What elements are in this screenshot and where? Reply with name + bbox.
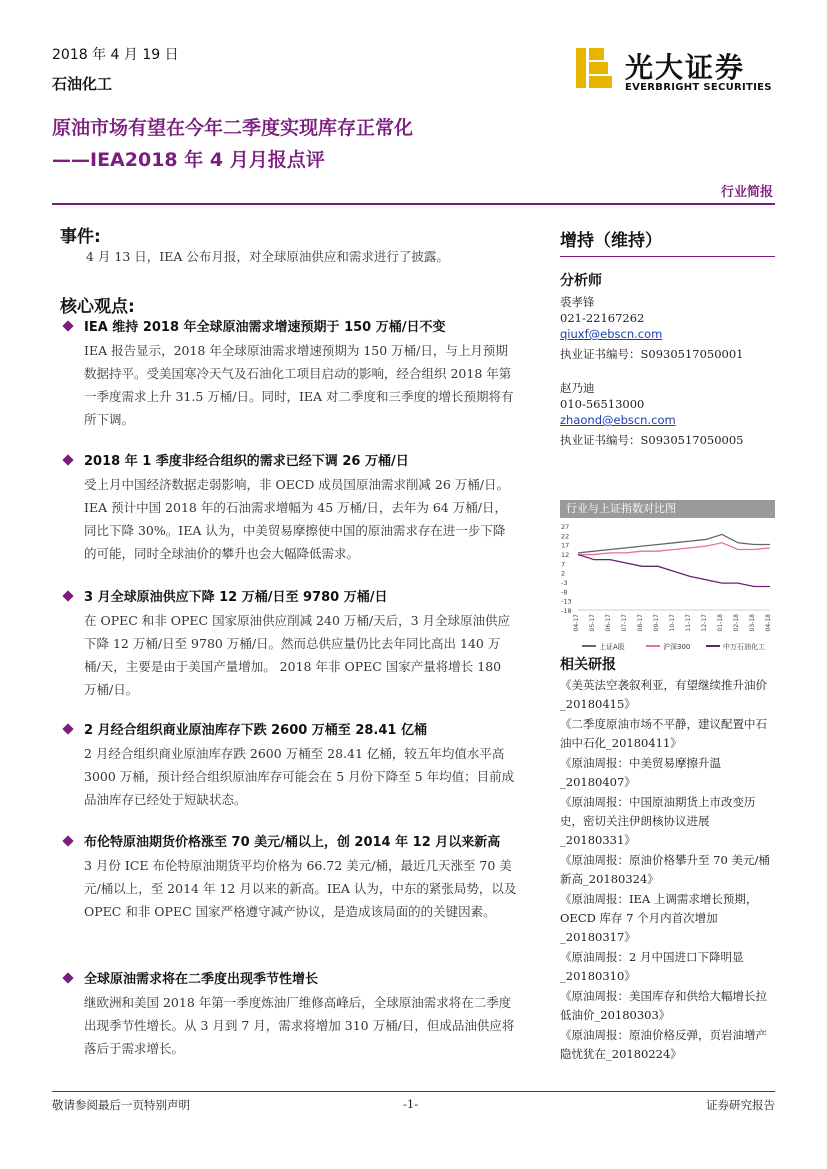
comparison-chart <box>560 500 775 655</box>
logo-english: EVERBRIGHT SECURITIES <box>625 82 772 93</box>
related-report-link[interactable]: 《二季度原油市场不平静，建议配置中石油中石化_20180411》 <box>560 717 767 750</box>
page-number: -1- <box>403 1097 419 1111</box>
diamond-bullet-icon <box>62 835 73 846</box>
x-tick-label: 05-17 <box>589 614 596 632</box>
chart-title: 行业与上证指数对比图 <box>560 500 775 518</box>
diamond-bullet-icon <box>62 972 73 983</box>
footer-disclaimer: 敬请参阅最后一页特别声明 <box>52 1098 190 1112</box>
event-heading: 事件: <box>60 227 101 247</box>
core-point <box>60 450 515 565</box>
core-point <box>60 586 515 701</box>
core-point <box>60 316 515 431</box>
event-text: 4 月 13 日，IEA 公布月报，对全球原油供应和需求进行了披露。 <box>86 249 449 264</box>
analyst-heading: 分析师 <box>560 273 602 289</box>
y-tick-label: 12 <box>561 551 570 559</box>
related-report-link[interactable]: 《原油周报：原油价格攀升至 70 美元/桶新高_20180324》 <box>560 853 770 886</box>
legend-label: 中万石油化工 <box>723 643 765 651</box>
y-tick-label: 2 <box>561 569 566 578</box>
logo-chinese: 光大证券 <box>625 51 746 84</box>
y-tick-label: 27 <box>561 523 570 531</box>
analyst-phone: 010-56513000 <box>560 397 645 411</box>
analyst-email-link[interactable]: zhaond@ebscn.com <box>560 413 676 427</box>
header-divider <box>52 203 775 205</box>
point-title: IEA 维持 2018 年全球原油需求增速预期于 150 万桶/日不变 <box>60 316 515 335</box>
related-report-link[interactable]: 《原油周报：中国原油期货上市改变历史，密切关注伊朗核协议进展_20180331》 <box>560 795 756 847</box>
point-title: 2 月经合组织商业原油库存下跌 2600 万桶至 28.41 亿桶 <box>60 719 515 738</box>
analyst-card <box>560 294 744 362</box>
rating-divider <box>560 256 775 257</box>
x-tick-label: 11-17 <box>685 614 692 632</box>
related-report-link[interactable]: 《原油周报：2 月中国进口下降明显_20180310》 <box>560 950 744 983</box>
diamond-bullet-icon <box>62 454 73 465</box>
x-tick-label: 09-17 <box>653 614 660 632</box>
analyst-name: 赵乃迪 <box>560 381 595 395</box>
y-tick-label: 22 <box>561 532 570 541</box>
point-title: 布伦特原油期货价格涨至 70 美元/桶以上，创 2014 年 12 月以来新高 <box>60 831 530 850</box>
point-body: 2 月经合组织商业原油库存跌 2600 万桶至 28.41 亿桶，较五年均值水平高 3000 万桶，预计经合组织原油库存可能会在 5 月份下降至 5 年均值；目前成品油库存已经处于短缺状态。 <box>84 746 515 807</box>
analyst-email-link[interactable]: qiuxf@ebscn.com <box>560 327 663 341</box>
report-subtitle: ——IEA2018 年 4 月月报点评 <box>52 149 325 171</box>
y-tick-label: -8 <box>561 588 568 597</box>
core-heading: 核心观点: <box>60 297 135 317</box>
chart-plot <box>560 518 775 655</box>
point-title: 2018 年 1 季度非经合组织的需求已经下调 26 万桶/日 <box>60 450 515 469</box>
x-tick-label: 01-18 <box>717 614 724 632</box>
doc-type-label: 行业简报 <box>720 185 773 200</box>
series-line <box>578 555 770 587</box>
analyst-card <box>560 380 744 448</box>
footer-report-type: 证券研究报告 <box>706 1098 775 1112</box>
related-report-link[interactable]: 《原油周报：美国库存和供给大幅增长拉低油价_20180303》 <box>560 989 767 1022</box>
diamond-bullet-icon <box>62 723 73 734</box>
y-tick-label: -18 <box>561 607 572 615</box>
everbright-logo-icon <box>576 48 612 88</box>
x-tick-label: 04-18 <box>765 614 772 632</box>
sector-label: 石油化工 <box>52 75 113 93</box>
point-body: 继欧洲和美国 2018 年第一季度炼油厂维修高峰后，全球原油需求将在二季度出现季节性增长。从 3 月到 7 月，需求将增加 310 万桶/日，但成品油供应将落后于需求增长。 <box>84 995 515 1056</box>
y-tick-label: -13 <box>561 597 572 606</box>
analyst-phone: 021-22167262 <box>560 311 645 325</box>
point-body: 受上月中国经济数据走弱影响，非 OECD 成员国原油需求削减 26 万桶/日。IEA 预计中国 2018 年的石油需求增幅为 45 万桶/日，去年为 64 万桶/日，同比下降 30%。IEA 认为，中美贸易摩擦使中国的原油需求存在进一步下降的可能，同时全球油价的攀升也会大幅降低需求。 <box>84 477 509 561</box>
point-title: 3 月全球原油供应下降 12 万桶/日至 9780 万桶/日 <box>60 586 515 605</box>
diamond-bullet-icon <box>62 590 73 601</box>
x-tick-label: 12-17 <box>701 614 708 632</box>
y-tick-label: 17 <box>561 541 570 550</box>
diamond-bullet-icon <box>62 320 73 331</box>
core-point <box>60 719 515 811</box>
point-title: 全球原油需求将在二季度出现季节性增长 <box>60 968 515 987</box>
report-title: 原油市场有望在今年二季度实现库存正常化 <box>52 117 414 139</box>
x-tick-label: 08-17 <box>637 614 644 632</box>
x-tick-label: 07-17 <box>621 614 628 632</box>
analyst-cert: 执业证书编号：S0930517050001 <box>560 347 744 361</box>
related-report-link[interactable]: 《原油周报：IEA 上调需求增长预期，OECD 库存 7 个月内首次增加_20180317》 <box>560 892 758 944</box>
core-point <box>60 968 515 1060</box>
x-tick-label: 10-17 <box>669 614 676 632</box>
x-tick-label: 02-18 <box>733 614 740 632</box>
series-line <box>578 543 770 555</box>
y-tick-label: -3 <box>561 579 568 587</box>
related-heading: 相关研报 <box>560 657 616 673</box>
x-tick-label: 04-17 <box>573 614 580 632</box>
rating-label: 增持（维持） <box>560 231 662 251</box>
legend-label: 上证A股 <box>599 643 625 651</box>
related-report-link[interactable]: 《原油周报：中美贸易摩擦升温_20180407》 <box>560 756 721 789</box>
x-tick-label: 06-17 <box>605 614 612 632</box>
related-report-link[interactable]: 《原油周报：原油价格反弹，页岩油增产隐忧犹在_20180224》 <box>560 1028 767 1061</box>
analyst-name: 裘孝锋 <box>560 295 595 309</box>
x-tick-label: 03-18 <box>749 614 756 632</box>
analyst-cert: 执业证书编号：S0930517050005 <box>560 433 744 447</box>
legend-label: 沪深300 <box>663 643 691 651</box>
footer-divider <box>52 1091 775 1092</box>
y-tick-label: 7 <box>561 560 566 569</box>
report-date: 2018 年 4 月 19 日 <box>52 47 179 63</box>
related-list <box>560 676 775 1065</box>
related-report-link[interactable]: 《美英法空袭叙利亚，有望继续推升油价_20180415》 <box>560 678 767 711</box>
point-body: 3 月份 ICE 布伦特原油期货平均价格为 66.72 美元/桶，最近几天涨至 70 美元/桶以上，至 2014 年 12 月以来的新高。IEA 认为，中东的紧张局势，以及 OPEC 和非 OPEC 国家严格遵守减产协议，是造成该局面的的关键因素。 <box>84 858 517 919</box>
core-point <box>60 831 530 923</box>
point-body: IEA 报告显示，2018 年全球原油需求增速预期为 150 万桶/日，与上月预期数据持平。受美国寒冷天气及石油化工项目启动的影响，经合组织 2018 年第一季度需求上升 31.5 万桶/日。同时，IEA 对二季度和三季度的增长预期将有所下调。 <box>84 343 514 427</box>
point-body: 在 OPEC 和非 OPEC 国家原油供应削减 240 万桶/天后，3 月全球原油供应下降 12 万桶/日至 9780 万桶/日。然而总供应量仍比去年同比高出 140 万桶/天，主要是由于美国产量增加。 2018 年非 OPEC 国家产量将增长 180 万桶/日。 <box>84 613 511 697</box>
